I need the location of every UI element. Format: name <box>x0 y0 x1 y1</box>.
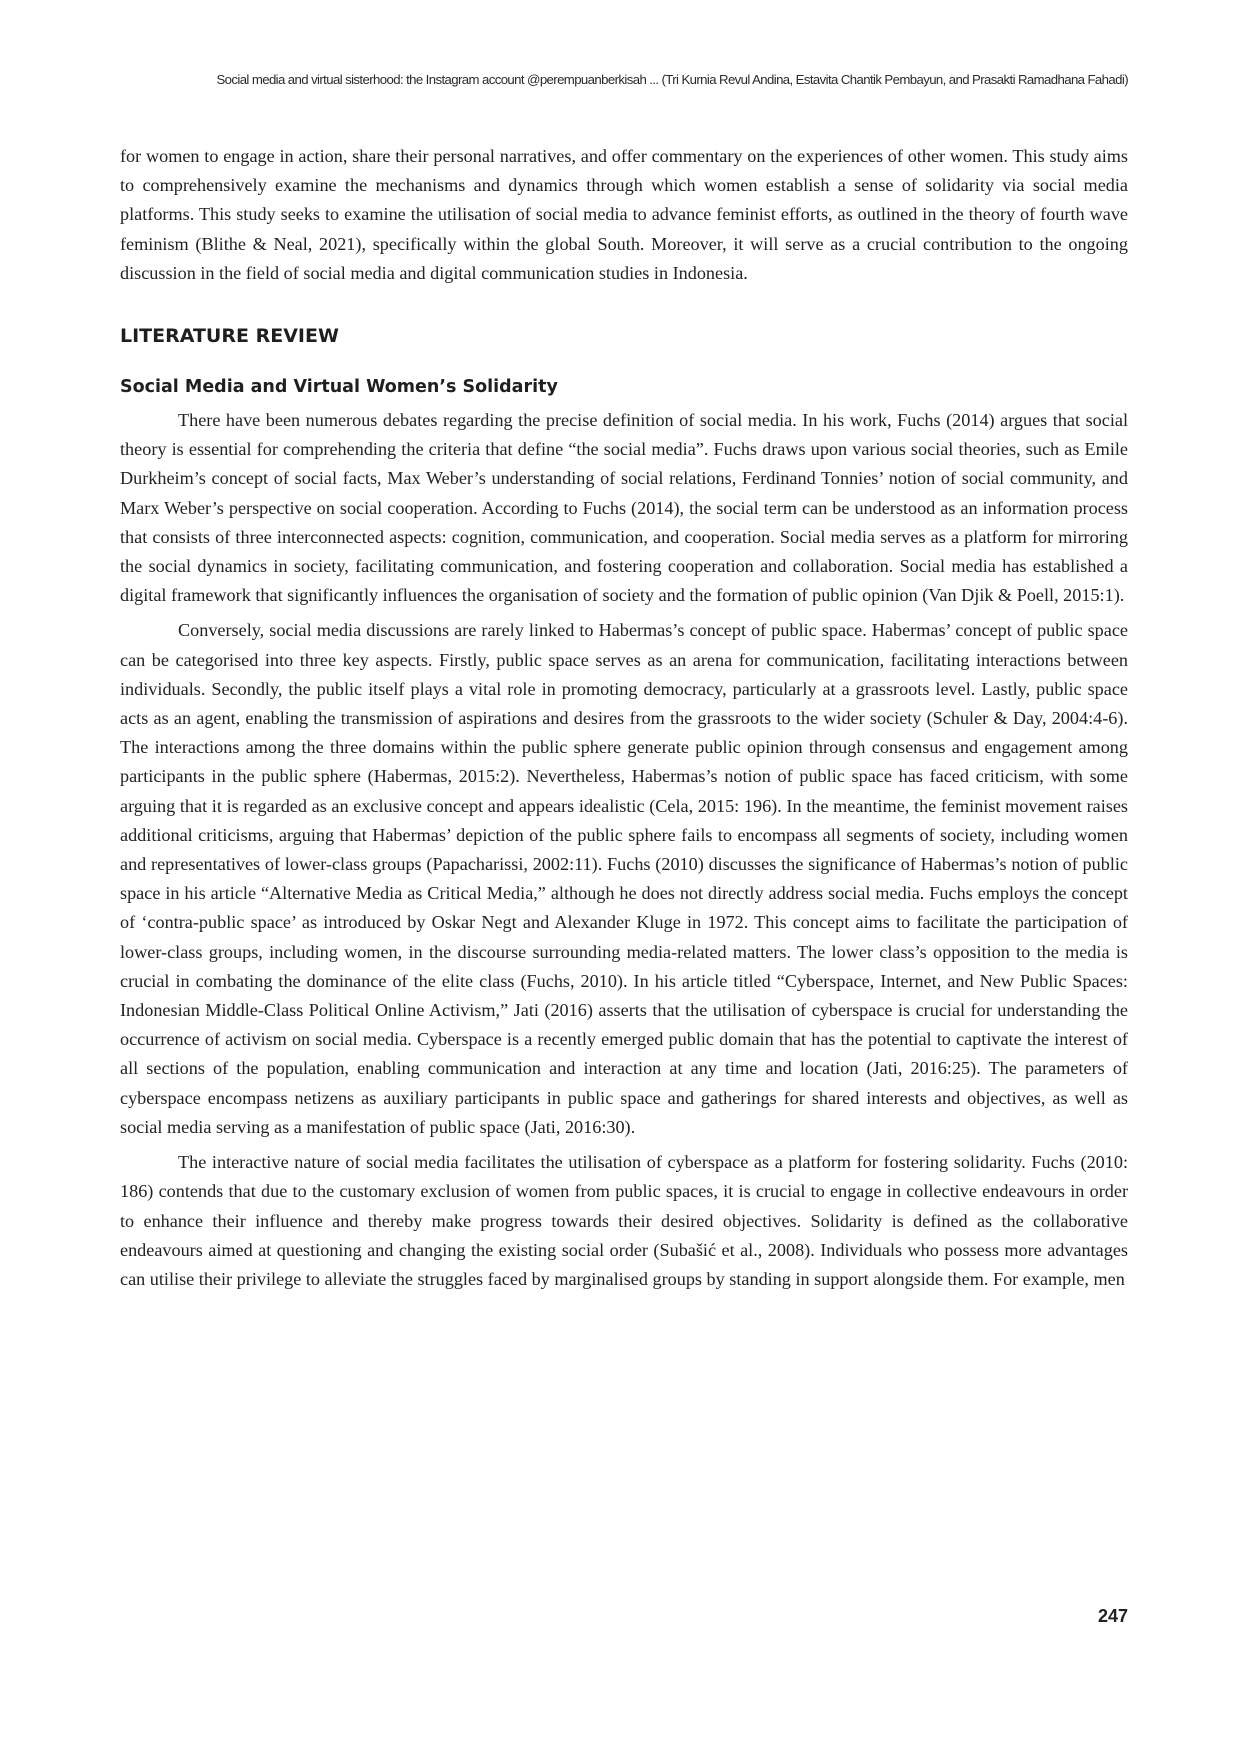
body-paragraph: The interactive nature of social media facilitates the utilisation of cyberspace as a platform for fostering solidarity. Fuchs (2010: 186) contends that due to the customary exclusion of women from public spaces, it is crucial to engage in collective endeavours in order to enhance their influence and thereby make progress towards their desired objectives. Solidarity is defined as the collaborative endeavours aimed at questioning and changing the existing social order (Subašić et al., 2008). Individuals who possess more advantages can utilise their privilege to alleviate the struggles faced by marginalised groups by standing in support alongside them. For example, men <box>120 1152 1128 1289</box>
intro-paragraph: for women to engage in action, share their personal narratives, and offer commentary on the experiences of other women. This study aims to comprehensively examine the mechanisms and dynamics through which women establish a sense of solidarity via social media platforms. This study seeks to examine the utilisation of social media to advance feminist efforts, as outlined in the theory of fourth wave feminism (Blithe & Neal, 2021), specifically within the global South. Moreover, it will serve as a crucial contribution to the ongoing discussion in the field of social media and digital communication studies in Indonesia. <box>120 146 1128 283</box>
section-heading: LITERATURE REVIEW <box>120 325 339 348</box>
body-paragraph: There have been numerous debates regarding the precise definition of social media. In his work, Fuchs (2014) argues that social theory is essential for comprehending the criteria that define “the social media”. Fuchs draws upon various social theories, such as Emile Durkheim’s concept of social facts, Max Weber’s understanding of social relations, Ferdinand Tonnies’ notion of social community, and Marx Weber’s perspective on social cooperation. According to Fuchs (2014), the social term can be understood as an information process that consists of three interconnected aspects: cognition, communication, and cooperation. Social media serves as a platform for mirroring the social dynamics in society, facilitating communication, and fostering cooperation and collaboration. Social media has established a digital framework that significantly influences the organisation of society and the formation of public opinion (Van Djik & Poell, 2015:1). <box>120 410 1128 606</box>
body-text <box>120 142 1128 1294</box>
page-number: 247 <box>1097 1606 1128 1626</box>
body-paragraph: Conversely, social media discussions are rarely linked to Habermas’s concept of public space. Habermas’ concept of public space can be categorised into three key aspects. Firstly, public space serves as an arena for communication, facilitating interactions between individuals. Secondly, the public itself plays a vital role in promoting democracy, particularly at a grassroots level. Lastly, public space acts as an agent, enabling the transmission of aspirations and desires from the grassroots to the wider society (Schuler & Day, 2004:4-6). The interactions among the three domains within the public sphere generate public opinion through consensus and engagement among participants in the public sphere (Habermas, 2015:2). Nevertheless, Habermas’s notion of public space has faced criticism, with some arguing that it is regarded as an exclusive concept and appears idealistic (Cela, 2015: 196). In the meantime, the feminist movement raises additional criticisms, arguing that Habermas’ depiction of the public sphere fails to encompass all segments of society, including women and representatives of lower-class groups (Papacharissi, 2002:11). Fuchs (2010) discusses the significance of Habermas’s notion of public space in his article “Alternative Media as Critical Media,” although he does not directly address social media. Fuchs employs the concept of ‘contra-public space’ as introduced by Oskar Negt and Alexander Kluge in 1972. This concept aims to facilitate the participation of lower-class groups, including women, in the discourse surrounding media-related matters. The lower class’s opposition to the media is crucial in combating the dominance of the elite class (Fuchs, 2010). In his article titled “Cyberspace, Internet, and New Public Spaces: Indonesian Middle-Class Political Online Activism,” Jati (2016) asserts that the utilisation of cyberspace is crucial for understanding the occurrence of activism on social media. Cyberspace is a recently emerged public domain that has the potential to captivate the interest of all sections of the population, enabling communication and interaction at any time and location (Jati, 2016:25). The parameters of cyberspace encompass netizens as auxiliary participants in public space and gatherings for shared interests and objectives, as well as social media serving as a manifestation of public space (Jati, 2016:30). <box>120 620 1128 1137</box>
running-head: Social media and virtual sisterhood: the Instagram account @perempuanberkisah ... (Tri Kurnia Revul Andina, Estavita Chantik Pembayun, and Prasakti Ramadhana Fahadi) <box>216 72 1128 87</box>
subsection-heading: Social Media and Virtual Women’s Solidarity <box>120 377 558 398</box>
